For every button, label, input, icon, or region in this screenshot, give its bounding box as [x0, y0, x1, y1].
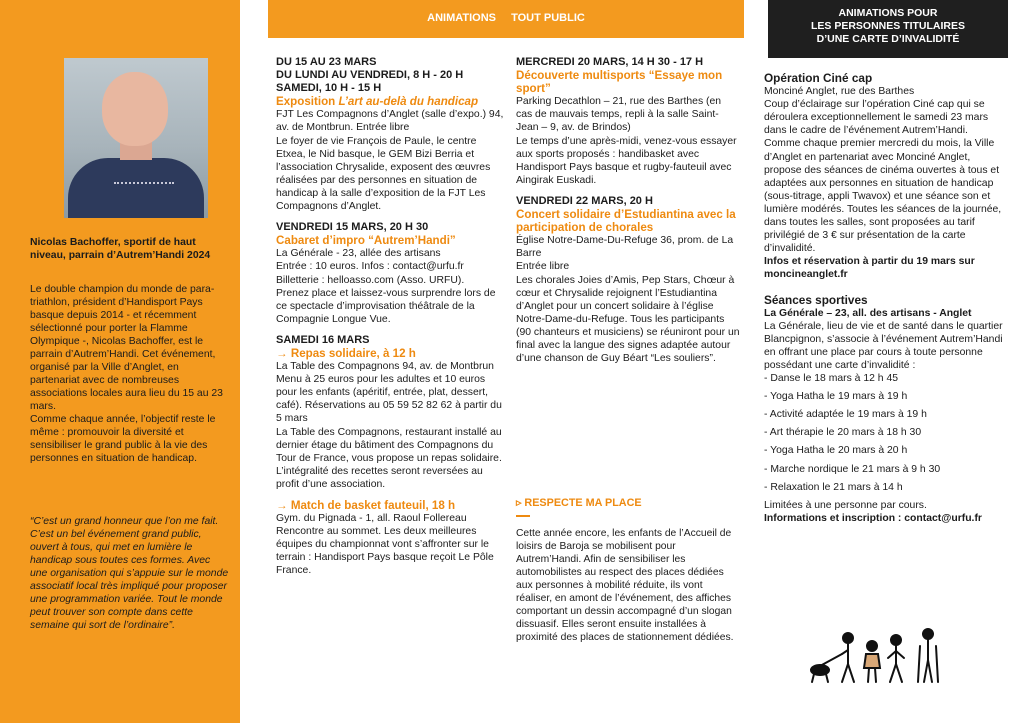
list-item: - Danse le 18 mars à 12 h 45: [764, 373, 898, 385]
list-item: - Activité adaptée le 19 mars à 19 h: [764, 409, 927, 421]
banner-line: D’UNE CARTE D’INVALIDITÉ: [816, 33, 960, 45]
event-place: FJT Les Compagnons d’Anglet (salle d’expo.) 94, av. de Montbrun. Entrée libre: [276, 109, 504, 134]
list-item: - Relaxation le 21 mars à 14 h: [764, 481, 903, 493]
list-item: - Art thérapie le 20 mars à 18 h 30: [764, 427, 922, 439]
event-date: SAMEDI, 10 H - 15 H: [276, 82, 382, 95]
event-title: [276, 95, 508, 108]
banner-line: LES PERSONNES TITULAIRES: [810, 20, 966, 32]
list-item: - Yoga Hatha le 19 mars à 19 h: [764, 391, 908, 403]
event-date: VENDREDI 15 MARS, 20 H 30: [276, 221, 429, 234]
event-description: La Table des Compagnons, restaurant installé au dernier étage du bâtiment des Compagnons du Tour de France, vous propose un repas solidaire. L’intégralité des recettes seront reversées au profit d’une association.: [276, 426, 502, 490]
event-repas: [276, 334, 508, 491]
event-multisports: [516, 56, 740, 187]
respecte-ma-place-box: [516, 497, 736, 644]
portrait-photo: [64, 58, 208, 218]
people-illustration: [808, 624, 948, 686]
tout-public-banner: [268, 0, 744, 38]
list-item: - Marche nordique le 21 mars à 9 h 30: [764, 463, 941, 475]
event-title: Cabaret d’impro “Autrem’Handi”: [276, 234, 456, 248]
section-place: Monciné Anglet, rue des Barthes: [764, 86, 915, 98]
fold-gap-1: [240, 0, 268, 723]
banner-word-2: TOUT PUBLIC: [511, 12, 585, 24]
event-title-prefix: Exposition: [276, 95, 339, 109]
section-body: Coup d’éclairage sur l’opération Ciné cap qui se déroulera exceptionnellement le samedi 23 mars dans le cadre de l’événement Autrem’Handi.: [764, 99, 989, 137]
section-body: Comme chaque premier mercredi du mois, la Ville d’Anglet en partenariat avec Monciné Anglet, propose des séances de cinéma ouvertes à tous et adaptées aux personnes en situation de handicap (sous-titrage, appli Twavox) et une séance son et lumière modérés. Toutes les séances de la journée, dans toutes les salles, sont proposées au tarif privilégié de 3 € sur présentation de la carte d’invalidité.: [764, 138, 1002, 255]
event-concert: [516, 195, 740, 365]
section-info: Infos et réservation à partir du 19 mars sur moncineanglet.fr: [764, 256, 975, 281]
event-title-italic: L’art au-delà du handicap: [338, 95, 479, 109]
events-column-1: [276, 56, 508, 586]
event-cabaret: [276, 221, 508, 326]
event-place: Église Notre-Dame-Du-Refuge 36, prom. de La Barre: [516, 235, 734, 260]
event-place: Parking Decathlon – 21, rue des Barthes (en cas de mauvais temps, repli à la salle Saint-Jean – 9, av. de Brindos): [516, 96, 722, 134]
event-description: Prenez place et laissez-vous surprendre lors de ce spectacle d’improvisation théâtrale de la Compagnie Longue Vue.: [276, 287, 496, 325]
event-info: Entrée : 10 euros. Infos : contact@urfu.fr Billetterie : helloasso.com (Asso. URFU).: [276, 261, 465, 286]
bio-text: [30, 283, 230, 465]
banner-line: ANIMATIONS POUR: [838, 7, 938, 19]
event-place: La Table des Compagnons 94, av. de Montbrun: [276, 361, 494, 373]
event-place: La Générale - 23, allée des artisans: [276, 248, 441, 260]
session-list: [764, 372, 1008, 494]
fold-gap-2: [746, 0, 764, 723]
middle-panel: [268, 0, 746, 723]
right-panel: [764, 0, 1024, 723]
invalidite-banner: [768, 0, 1008, 58]
bio-paragraph-2: Comme chaque année, l’objectif reste le même : promouvoir la diversité et sensibiliser le grand public à la vie des personnes en situation de handicap.: [30, 414, 216, 464]
section-place: La Générale – 23, all. des artisans - Anglet: [764, 307, 972, 319]
event-place: Gym. du Pignada - 1, all. Raoul Follereau: [276, 513, 467, 525]
event-date: SAMEDI 16 MARS: [276, 333, 370, 346]
event-date: DU LUNDI AU VENDREDI, 8 H - 20 H: [276, 69, 464, 82]
event-title: Concert solidaire d’Estudiantina avec la participation de chorales: [516, 208, 736, 235]
event-date: MERCREDI 20 MARS, 14 H 30 - 17 H: [516, 56, 704, 68]
photo-caption: Nicolas Bachoffer, sportif de haut niveau, parrain d’Autrem’Handi 2024: [30, 237, 211, 261]
event-title: Découverte multisports “Essaye mon sport”: [516, 69, 723, 96]
section-limit: Limitées à une personne par cours.: [764, 499, 927, 511]
event-basket: [276, 499, 508, 578]
event-info: Menu à 25 euros pour les adultes et 10 euros pour les enfants (apéritif, entrée, plat, dessert, café). Réservations au 05 59 52 82 62 à partir du 5 mars: [276, 374, 502, 425]
event-title: → Repas solidaire, à 12 h: [276, 346, 416, 360]
section-title: Opération Ciné cap: [764, 71, 873, 85]
event-exposition: [276, 56, 508, 213]
events-column-2: [516, 56, 740, 373]
right-column: [764, 72, 1008, 533]
event-description: Rencontre au sommet. Les deux meilleures équipes du championnat vont s’affronter sur le terrain : Handisport Pays basque reçoit Le Pôle France.: [276, 526, 494, 577]
event-description: Le foyer de vie François de Paule, le centre Etxea, le Nid basque, le GEM Bizi Berria et l’association Chrysalide, exposent des œuvres réalisées par des personnes en situation de handicap à la salle d’exposition de la FJT Les Compagnons d’Anglet.: [276, 135, 491, 213]
bio-paragraph-1: Le double champion du monde de para-triathlon, président d’Handisport Pays basque depuis 2014 - et récemment sélectionné pour porter la Flamme Olympique -, Nicolas Bachoffer, est le parrain d’Autrem’Handi. Cet événement, organisé par la Ville d’Anglet, en partenariat avec de nombreuses associations locales aura lieu du 15 au 23 mars.: [30, 284, 223, 412]
head-shape: [102, 72, 168, 146]
shirt-shape: [68, 158, 204, 218]
event-date: VENDREDI 22 MARS, 20 H: [516, 194, 653, 207]
respecte-title: ▹ RESPECTE MA PLACE: [516, 497, 642, 509]
event-info: Entrée libre: [516, 261, 570, 273]
respecte-body: Cette année encore, les enfants de l’Accueil de loisirs de Baroja se mobilisent pour Autrem’Handi. Afin de sensibiliser les automobilistes au respect des places dédiées aux personnes à mobilité réduite, ils vont réaliser, en amont de l’événement, des affiches comportant un dessin accompagné d’un slogan dissuasif. Elles seront ensuite installées à proximité des places de stationnement dédiées.: [516, 528, 734, 643]
banner-word-1: ANIMATIONS: [427, 12, 497, 24]
parrain-quote: “C’est un grand honneur que l’on me fait. C’est un bel événement grand public, ouvert à tous, qui met en lumière le handicap sous toutes ces formes. Avec une organisation qui s’appuie sur le monde associatif local très impliqué pour proposer une programmation variée. Tout le monde peut trouver son compte dans cette semaine qui sort de l’ordinaire”.: [30, 516, 229, 631]
section-contact: Informations et inscription : contact@urfu.fr: [764, 512, 982, 524]
cine-cap-section: [764, 72, 1008, 282]
event-description: Le temps d’une après-midi, venez-vous essayer aux sports proposés : handibasket avec Handisport Pays basque et rugby-fauteuil avec Aingirak Euskadi.: [516, 135, 737, 186]
left-panel: [0, 0, 240, 723]
shirt-print: [114, 172, 174, 184]
respecte-rule: [516, 515, 530, 517]
seances-sportives-section: [764, 294, 1008, 525]
section-title: Séances sportives: [764, 292, 868, 307]
section-body: La Générale, lieu de vie et de santé dans le quartier Blancpignon, s’associe à l’événement Autrem’Handi en offrant une place par cours à toute personne possédant une carte d’invalidité :: [764, 320, 1003, 371]
event-title: → Match de basket fauteuil, 18 h: [276, 499, 456, 512]
list-item: - Yoga Hatha le 20 mars à 20 h: [764, 445, 908, 457]
event-date: DU 15 AU 23 MARS: [276, 56, 377, 68]
event-description: Les chorales Joies d’Amis, Pep Stars, Chœur à cœur et Chrysalide rejoignent l’Estudiantina d’Anglet pour un concert solidaire à l’église Notre-Dame-du-Refuge. Tous les participants (90 chanteurs et musiciens) se réuniront pour un final avec la langue des signes adaptée autour d’une chanson de Guy Béart “Les souliers”.: [516, 274, 740, 365]
